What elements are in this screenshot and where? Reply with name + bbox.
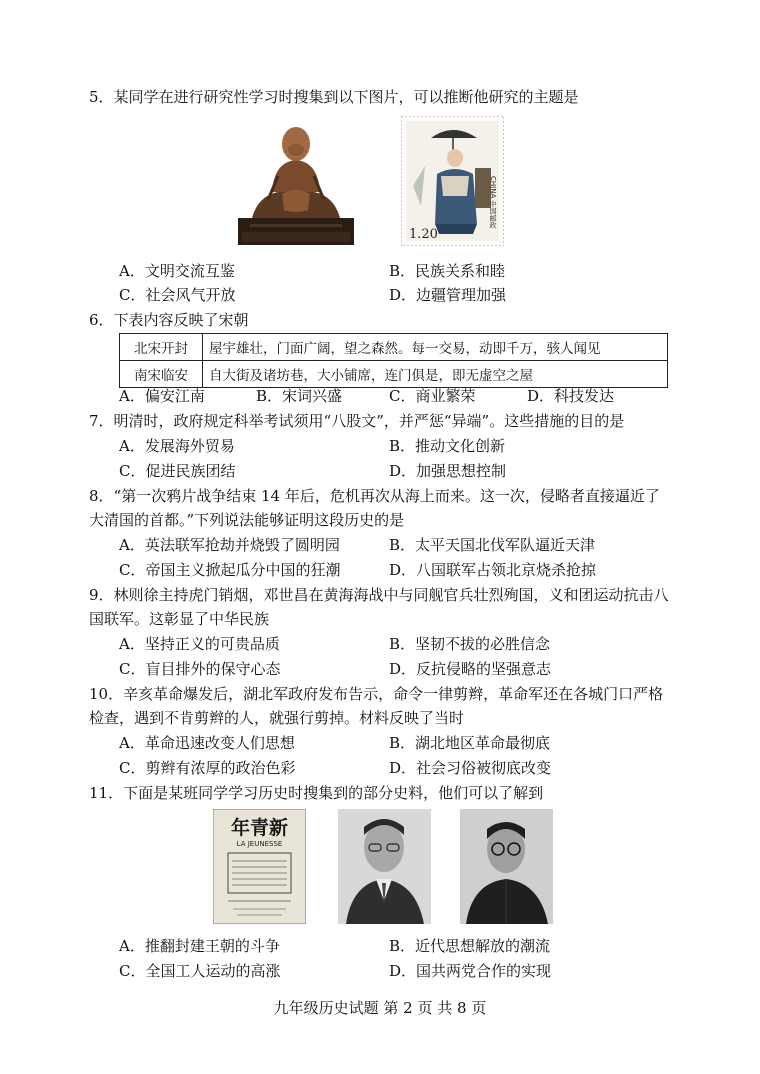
q8-option-b: B．太平天国北伐军队逼近天津 [389,536,596,554]
table-cell-desc: 屋宇雄壮，门面广阔，望之森然。每一交易，动即千万，骇人闻见 [203,334,668,361]
q7-option-c: C．促进民族团结 [119,462,236,480]
new-youth-magazine-image [213,809,306,924]
q6-table [119,333,668,388]
magazine-title: 年青新 [230,817,289,839]
table-cell-city: 南宋临安 [120,361,203,388]
q5-stem: 5．某同学在进行研究性学习时搜集到以下图片，可以推断他研究的主题是 [89,88,579,106]
q9-option-b: B．坚韧不拔的必胜信念 [389,635,551,653]
table-cell-city: 北宋开封 [120,334,203,361]
table-row [120,334,668,361]
q10-option-a: A．革命迅速改变人们思想 [119,734,295,752]
q10-stem-line1: 10．辛亥革命爆发后，湖北军政府发布告示，命令一律剪辫，革命军还在各城门口严格 [89,685,664,703]
q7-option-d: D．加强思想控制 [389,462,507,480]
portrait-photo-2 [460,809,553,924]
q11-option-d: D．国共两党合作的实现 [389,962,552,980]
q8-stem-line2: 大清国的首都。”下列说法能够证明这段历史的是 [89,511,405,529]
q8-option-d: D．八国联军占领北京烧杀抢掠 [389,561,597,579]
q6-stem: 6．下表内容反映了宋朝 [89,311,249,329]
q9-stem-line1: 9．林则徐主持虎门销烟，邓世昌在黄海海战中与同舰官兵壮烈殉国，义和团运动抗击八 [89,586,669,604]
q10-stem-line2: 检查，遇到不肯剪辫的人，就强行剪掉。材料反映了当时 [89,709,465,727]
q9-option-d: D．反抗侵略的坚强意志 [389,660,552,678]
jianzhen-stamp-image [401,116,504,246]
q7-option-b: B．推动文化创新 [389,437,506,455]
q9-option-c: C．盲目排外的保守心态 [119,660,281,678]
q5-option-b: B．民族关系和睦 [389,262,506,280]
magazine-subtitle: LA JEUNESSE [236,840,283,848]
page-footer: 九年级历史试题 第 2 页 共 8 页 [273,999,487,1017]
table-row [120,361,668,388]
q10-option-d: D．社会习俗被彻底改变 [389,759,552,777]
q6-option-a: A．偏安江南 [119,387,205,405]
q10-option-c: C．剪辫有浓厚的政治色彩 [119,759,296,777]
stamp-country: CHINA 中国邮政 [489,176,497,229]
q11-option-a: A．推翻封建王朝的斗争 [119,937,280,955]
q8-option-a: A．英法联军抢劫并烧毁了圆明园 [119,536,340,554]
q5-option-a: A．文明交流互鉴 [119,262,235,280]
q11-option-c: C．全国工人运动的高涨 [119,962,281,980]
q6-option-d: D．科技发达 [527,387,615,405]
monk-statue-image [238,120,354,245]
q5-option-d: D．边疆管理加强 [389,286,507,304]
q5-option-c: C．社会风气开放 [119,286,236,304]
q7-option-a: A．发展海外贸易 [119,437,235,455]
q8-option-c: C．帝国主义掀起瓜分中国的狂潮 [119,561,341,579]
q11-stem: 11．下面是某班同学学习历史时搜集到的部分史料，他们可以了解到 [89,784,544,802]
q10-option-b: B．湖北地区革命最彻底 [389,734,551,752]
table-cell-desc: 自大街及诸坊巷，大小铺席，连门俱是，即无虚空之屋 [203,361,668,388]
stamp-value: 1.20 [409,227,438,242]
portrait-photo-1 [338,809,431,924]
q6-option-b: B．宋词兴盛 [256,387,343,405]
q8-stem-line1: 8．“第一次鸦片战争结束 14 年后，危机再次从海上而来。这一次，侵略者直接逼近了 [89,487,660,505]
q9-stem-line2: 国联军。这彰显了中华民族 [89,610,270,628]
q9-option-a: A．坚持正义的可贵品质 [119,635,280,653]
q6-option-c: C．商业繁荣 [389,387,476,405]
q11-option-b: B．近代思想解放的潮流 [389,937,551,955]
q7-stem: 7．明清时，政府规定科举考试须用“八股文”，并严惩“异端”。这些措施的目的是 [89,412,625,430]
